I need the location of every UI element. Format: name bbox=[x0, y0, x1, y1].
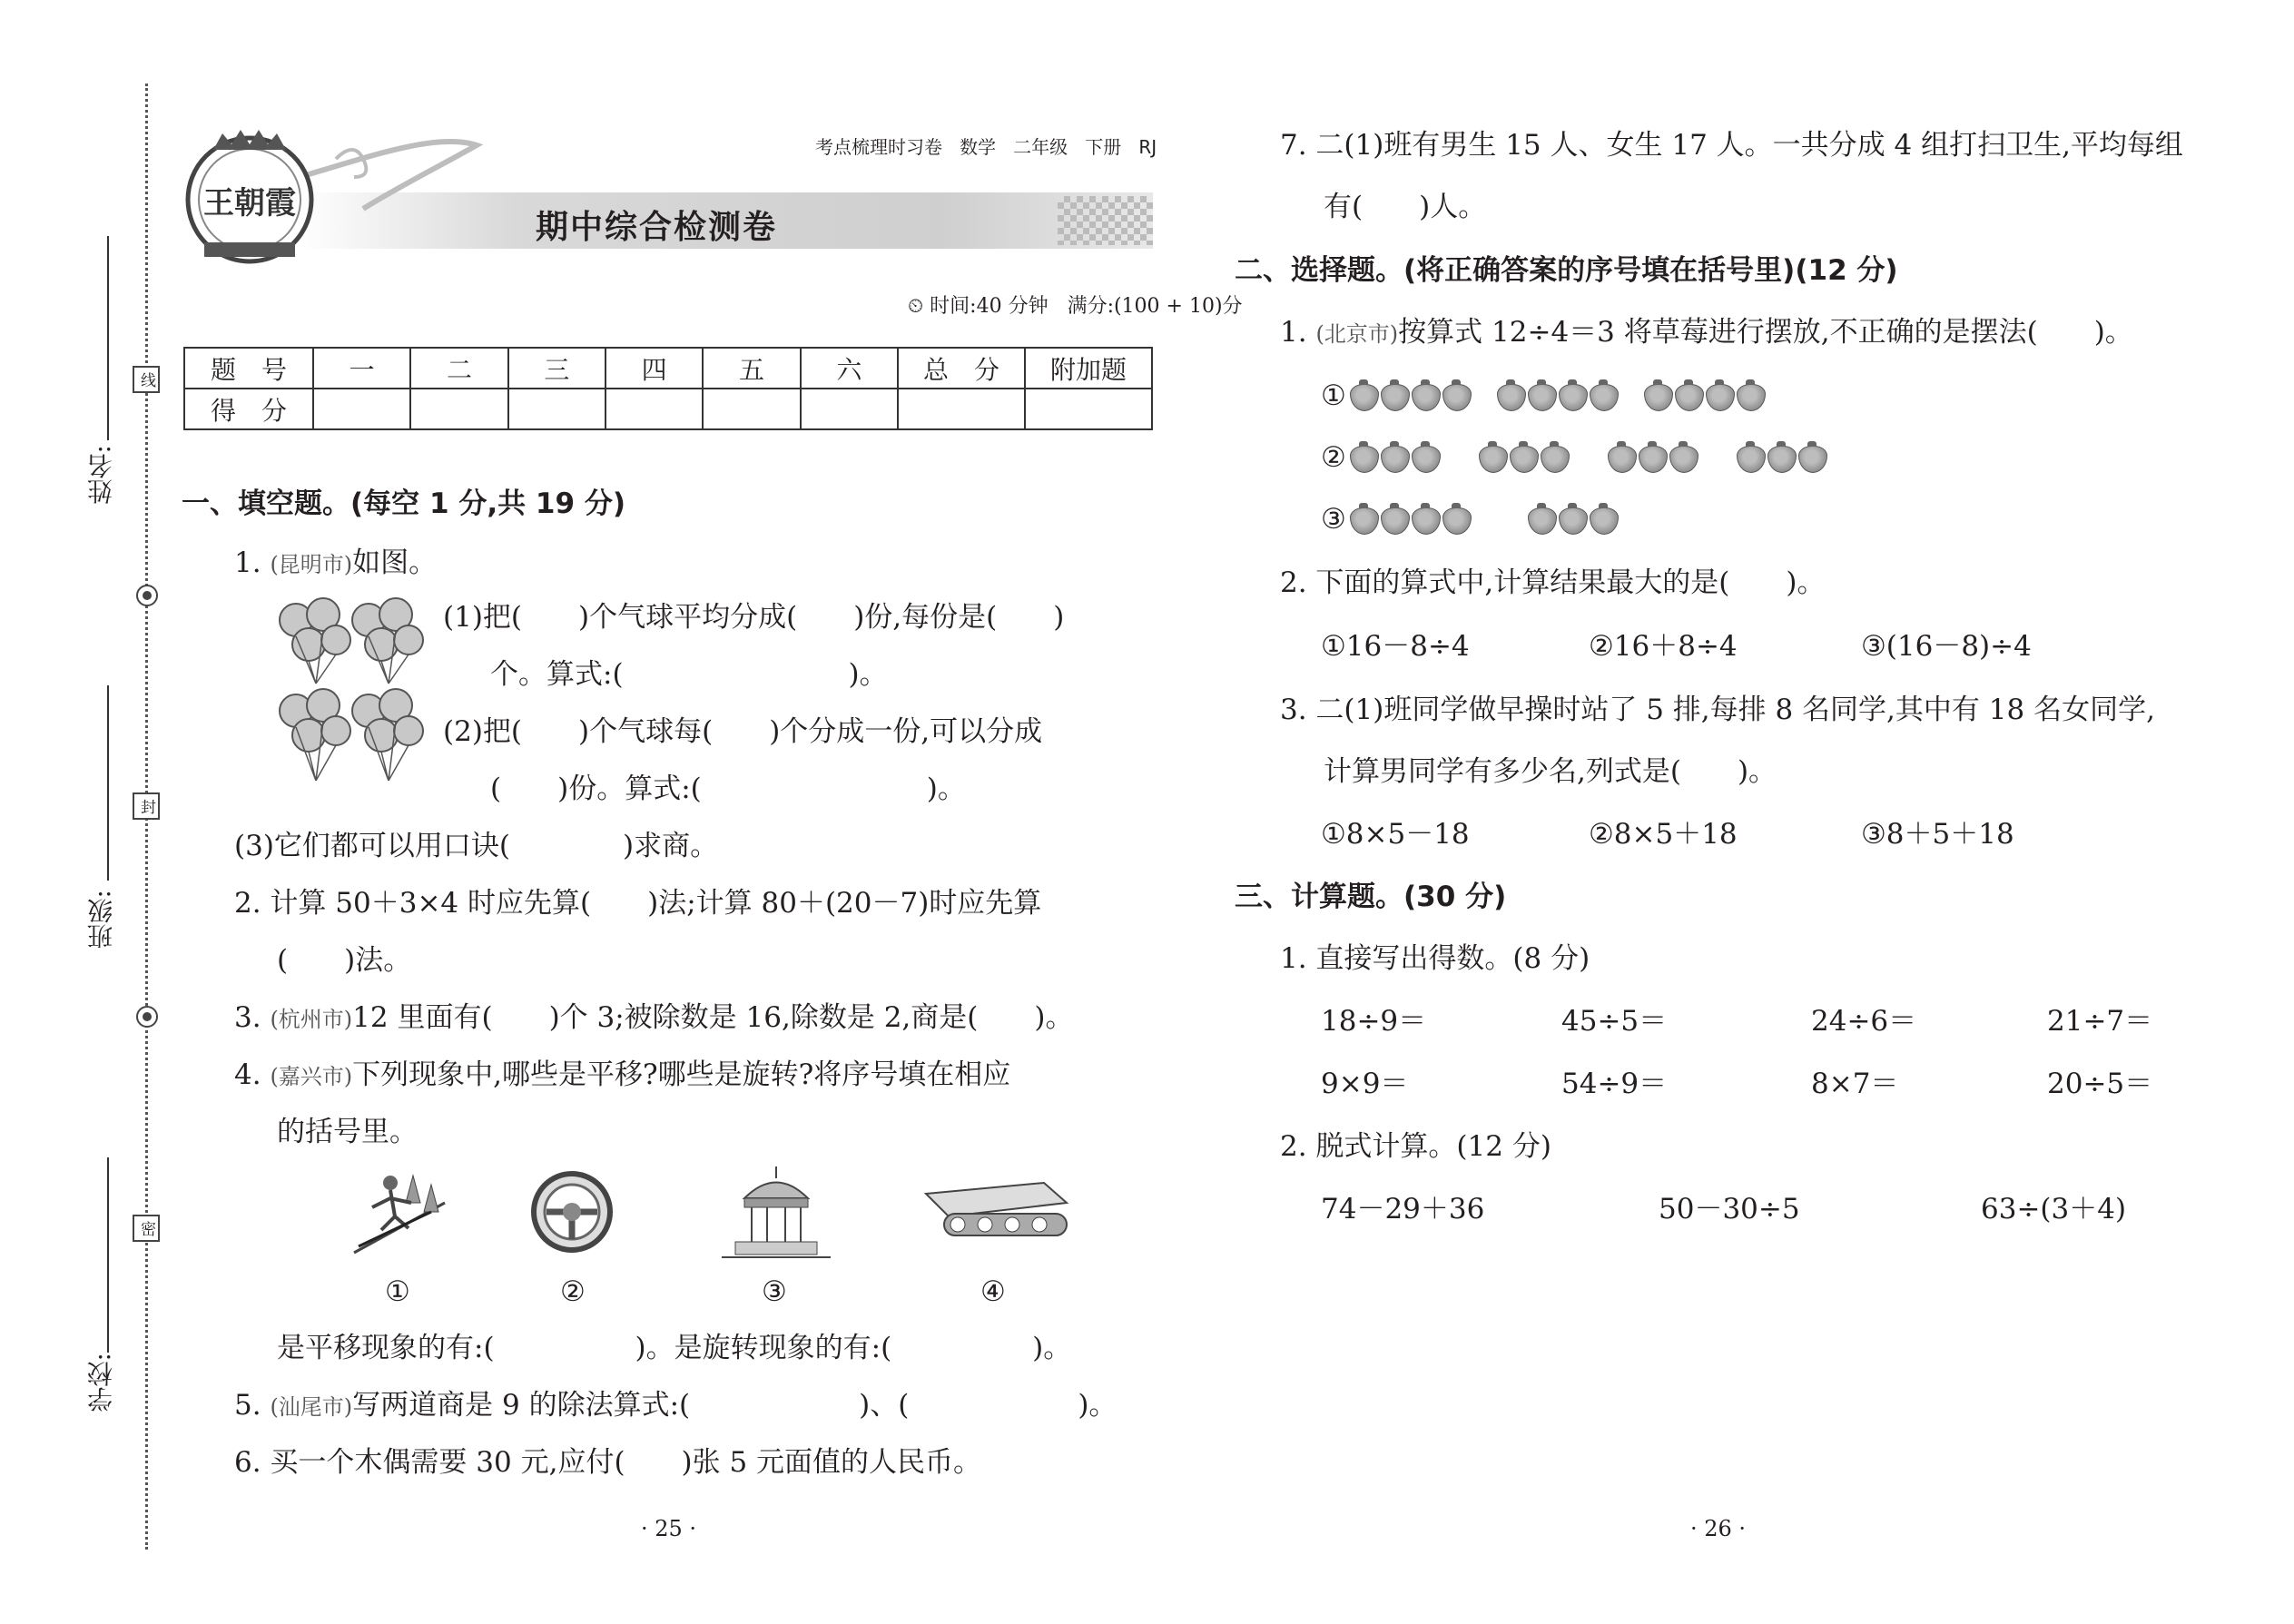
strawberry-icon bbox=[1590, 384, 1619, 411]
score-input-cell[interactable] bbox=[508, 389, 605, 429]
step-calc-item: 63÷(3＋4) bbox=[1981, 1193, 2127, 1225]
strawberry-icon bbox=[1737, 446, 1766, 473]
table-cell: 二 bbox=[410, 348, 507, 389]
strawberries-arrangement-a bbox=[1350, 384, 1791, 415]
question-text: 下列现象中,哪些是平移?哪些是旋转?将序号填在相应 bbox=[352, 1058, 1011, 1091]
page-number-left: · 25 · bbox=[641, 1516, 697, 1541]
series-label: 考点梳理时习卷 bbox=[815, 136, 942, 158]
question-1-1-part1-line1: (1)把( )个气球平均分成( )份,每份是( ) bbox=[443, 601, 1065, 634]
section1-heading: 一、填空题。(每空 1 分,共 19 分) bbox=[182, 487, 625, 520]
score-table bbox=[183, 347, 1153, 430]
table-cell: 附加题 bbox=[1025, 348, 1152, 389]
option-2-2-c[interactable]: ③(16－8)÷4 bbox=[1861, 630, 2032, 663]
question-text: 如图。 bbox=[352, 546, 438, 579]
strawberry-icon bbox=[1669, 446, 1698, 473]
question-2-3-line1: 3. 二(1)班同学做早操时站了 5 排,每排 8 名同学,其中有 18 名女同学, bbox=[1280, 694, 2155, 726]
table-cell: 六 bbox=[801, 348, 898, 389]
source-tag: (嘉兴市) bbox=[270, 1064, 353, 1089]
question-1-6: 6. 买一个木偶需要 30 元,应付( )张 5 元面值的人民币。 bbox=[234, 1446, 982, 1479]
page-title: 期中综合检测卷 bbox=[536, 209, 778, 246]
calc-item: 8×7＝ bbox=[1811, 1068, 1899, 1100]
score-input-cell[interactable] bbox=[898, 389, 1025, 429]
table-cell: 四 bbox=[605, 348, 703, 389]
option-2-1-b[interactable]: ② bbox=[1321, 441, 1346, 474]
section3-heading: 三、计算题。(30 分) bbox=[1235, 881, 1507, 913]
question-number: 3. bbox=[234, 1001, 261, 1034]
table-cell: 五 bbox=[703, 348, 800, 389]
svg-text:王朝霞: 王朝霞 bbox=[203, 185, 296, 221]
question-1-1-part2-line2: ( )份。算式:( )。 bbox=[490, 773, 966, 805]
source-tag: (北京市) bbox=[1315, 321, 1399, 347]
option-2-3-a[interactable]: ①8×5－18 bbox=[1321, 818, 1470, 851]
calc-item: 20÷5＝ bbox=[2047, 1068, 2153, 1100]
calc-item: 54÷9＝ bbox=[1561, 1068, 1668, 1100]
table-cell: 一 bbox=[313, 348, 410, 389]
source-tag: (汕尾市) bbox=[270, 1394, 353, 1420]
calc-item: 45÷5＝ bbox=[1561, 1005, 1668, 1038]
picture-label-2: ② bbox=[560, 1275, 586, 1308]
source-tag: (昆明市) bbox=[270, 552, 353, 577]
strawberry-icon bbox=[1675, 384, 1704, 411]
score-input-cell[interactable] bbox=[605, 389, 703, 429]
question-1-5 bbox=[234, 1387, 1117, 1425]
strawberry-icon bbox=[1497, 384, 1526, 411]
question-2-2: 2. 下面的算式中,计算结果最大的是( )。 bbox=[1280, 566, 1826, 599]
table-cell: 得 分 bbox=[184, 389, 313, 429]
header-meta bbox=[815, 133, 1157, 159]
score-table-header-row bbox=[184, 348, 1152, 389]
strawberry-icon bbox=[1381, 507, 1410, 535]
strawberry-icon bbox=[1381, 384, 1410, 411]
strawberry-icon bbox=[1528, 384, 1557, 411]
class-label: 班级: bbox=[86, 890, 116, 950]
strawberry-icon bbox=[1639, 446, 1668, 473]
question-1-4-answer: 是平移现象的有:( )。是旋转现象的有:( )。 bbox=[277, 1332, 1072, 1364]
question-text: 12 里面有( )个 3;被除数是 16,除数是 2,商是( )。 bbox=[352, 1001, 1074, 1034]
brand-logo-icon bbox=[163, 123, 490, 277]
volume-label: 下册 bbox=[1085, 136, 1122, 158]
step-calc-item: 74－29＋36 bbox=[1321, 1193, 1485, 1225]
bind-char-mi: 密 bbox=[133, 1215, 160, 1242]
question-1-1-part1-line2: 个。算式:( )。 bbox=[490, 658, 888, 691]
strawberry-icon bbox=[1412, 384, 1441, 411]
question-1-2-line1: 2. 计算 50＋3×4 时应先算( )法;计算 80＋(20－7)时应先算 bbox=[234, 887, 1042, 920]
strawberry-icon bbox=[1644, 384, 1673, 411]
full-score-label: 满分:(100 + 10)分 bbox=[1067, 295, 1243, 318]
question-number: 5. bbox=[234, 1389, 261, 1422]
question-1-7-line2: 有( )人。 bbox=[1324, 191, 1487, 223]
exam-info bbox=[908, 290, 1243, 319]
grade-label: 二年级 bbox=[1013, 136, 1068, 158]
school-rule bbox=[107, 1157, 109, 1353]
question-number: 4. bbox=[234, 1058, 261, 1091]
strawberry-icon bbox=[1479, 446, 1508, 473]
question-1-1-part2-line1: (2)把( )个气球每( )个分成一份,可以分成 bbox=[443, 715, 1043, 748]
bind-char-feng: 封 bbox=[133, 792, 160, 820]
strawberry-icon bbox=[1442, 384, 1472, 411]
strawberry-icon bbox=[1559, 384, 1588, 411]
picture-label-4: ④ bbox=[980, 1275, 1006, 1308]
table-cell: 三 bbox=[508, 348, 605, 389]
question-1-4-line2: 的括号里。 bbox=[277, 1116, 418, 1148]
question-number: 1. bbox=[1280, 316, 1307, 349]
carousel-icon bbox=[717, 1162, 835, 1262]
step-calc-item: 50－30÷5 bbox=[1659, 1193, 1800, 1225]
strawberries-arrangement-c bbox=[1350, 507, 1644, 538]
strawberry-icon bbox=[1528, 507, 1557, 535]
question-1-4-line1 bbox=[234, 1057, 1010, 1095]
strawberry-icon bbox=[1559, 507, 1588, 535]
picture-label-3: ③ bbox=[762, 1275, 787, 1308]
source-tag: (杭州市) bbox=[270, 1007, 353, 1032]
table-cell: 题 号 bbox=[184, 348, 313, 389]
strawberry-icon bbox=[1350, 446, 1379, 473]
question-3-2: 2. 脱式计算。(12 分) bbox=[1280, 1130, 1551, 1163]
score-input-cell[interactable] bbox=[313, 389, 410, 429]
strawberry-icon bbox=[1412, 507, 1441, 535]
strawberry-icon bbox=[1350, 507, 1379, 535]
strawberry-icon bbox=[1442, 507, 1472, 535]
picture-label-1: ① bbox=[385, 1275, 410, 1308]
section2-heading: 二、选择题。(将正确答案的序号填在括号里)(12 分) bbox=[1235, 254, 1898, 287]
option-2-1-a[interactable]: ① bbox=[1321, 379, 1346, 412]
option-2-3-c[interactable]: ③8＋5＋18 bbox=[1861, 818, 2014, 851]
skier-icon bbox=[350, 1166, 449, 1257]
score-table-score-row bbox=[184, 389, 1152, 429]
question-1-7-line1: 7. 二(1)班有男生 15 人、女生 17 人。一共分成 4 组打扫卫生,平均每组 bbox=[1280, 129, 2183, 162]
name-rule bbox=[107, 236, 109, 440]
question-1-1 bbox=[234, 545, 437, 583]
time-label: 时间:40 分钟 bbox=[930, 295, 1049, 318]
calc-item: 21÷7＝ bbox=[2047, 1005, 2153, 1038]
bind-hole-icon bbox=[136, 585, 158, 606]
name-label: 姓名: bbox=[86, 445, 116, 505]
strawberry-icon bbox=[1541, 446, 1570, 473]
school-label: 学校: bbox=[86, 1353, 116, 1412]
subject-label: 数学 bbox=[960, 136, 997, 158]
score-input-cell[interactable] bbox=[801, 389, 898, 429]
banner-checker-pattern bbox=[1058, 196, 1153, 245]
strawberry-icon bbox=[1350, 384, 1379, 411]
question-1-3 bbox=[234, 999, 1073, 1038]
score-input-cell[interactable] bbox=[703, 389, 800, 429]
calc-item: 9×9＝ bbox=[1321, 1068, 1409, 1100]
table-cell: 总 分 bbox=[898, 348, 1025, 389]
question-number: 1. bbox=[234, 546, 261, 579]
question-2-3-line2: 计算男同学有多少名,列式是( )。 bbox=[1324, 755, 1777, 788]
page-number-right: · 26 · bbox=[1690, 1516, 1747, 1541]
strawberry-icon bbox=[1381, 446, 1410, 473]
question-1-2-line2: ( )法。 bbox=[277, 944, 412, 977]
option-2-2-a[interactable]: ①16－8÷4 bbox=[1321, 630, 1470, 663]
option-2-3-b[interactable]: ②8×5＋18 bbox=[1589, 818, 1738, 851]
steering-wheel-icon bbox=[527, 1166, 617, 1257]
balloons-illustration bbox=[271, 595, 434, 790]
score-input-cell[interactable] bbox=[410, 389, 507, 429]
edition-label: RJ bbox=[1138, 136, 1157, 158]
strawberries-arrangement-b bbox=[1350, 446, 1853, 477]
strawberry-icon bbox=[1767, 446, 1797, 473]
strawberry-icon bbox=[1608, 446, 1637, 473]
bind-hole-icon bbox=[136, 1006, 158, 1028]
clock-icon: ⏲ bbox=[908, 295, 924, 318]
question-1-1-part3: (3)它们都可以用口诀( )求商。 bbox=[234, 830, 719, 862]
question-text: 按算式 12÷4＝3 将草莓进行摆放,不正确的是摆法( )。 bbox=[1398, 316, 2133, 349]
question-text: 写两道商是 9 的除法算式:( )、( )。 bbox=[352, 1389, 1117, 1422]
strawberry-icon bbox=[1412, 446, 1441, 473]
bind-char-xian: 线 bbox=[133, 366, 160, 393]
question-3-1: 1. 直接写出得数。(8 分) bbox=[1280, 942, 1590, 975]
class-rule bbox=[107, 685, 109, 881]
strawberry-icon bbox=[1798, 446, 1827, 473]
option-2-1-c[interactable]: ③ bbox=[1321, 503, 1346, 536]
option-2-2-b[interactable]: ②16＋8÷4 bbox=[1589, 630, 1738, 663]
question-2-1 bbox=[1280, 314, 2133, 352]
conveyor-belt-icon bbox=[917, 1176, 1071, 1244]
strawberry-icon bbox=[1510, 446, 1539, 473]
strawberry-icon bbox=[1706, 384, 1735, 411]
strawberry-icon bbox=[1590, 507, 1619, 535]
score-input-cell[interactable] bbox=[1025, 389, 1152, 429]
calc-item: 18÷9＝ bbox=[1321, 1005, 1427, 1038]
calc-item: 24÷6＝ bbox=[1811, 1005, 1917, 1038]
strawberry-icon bbox=[1737, 384, 1766, 411]
